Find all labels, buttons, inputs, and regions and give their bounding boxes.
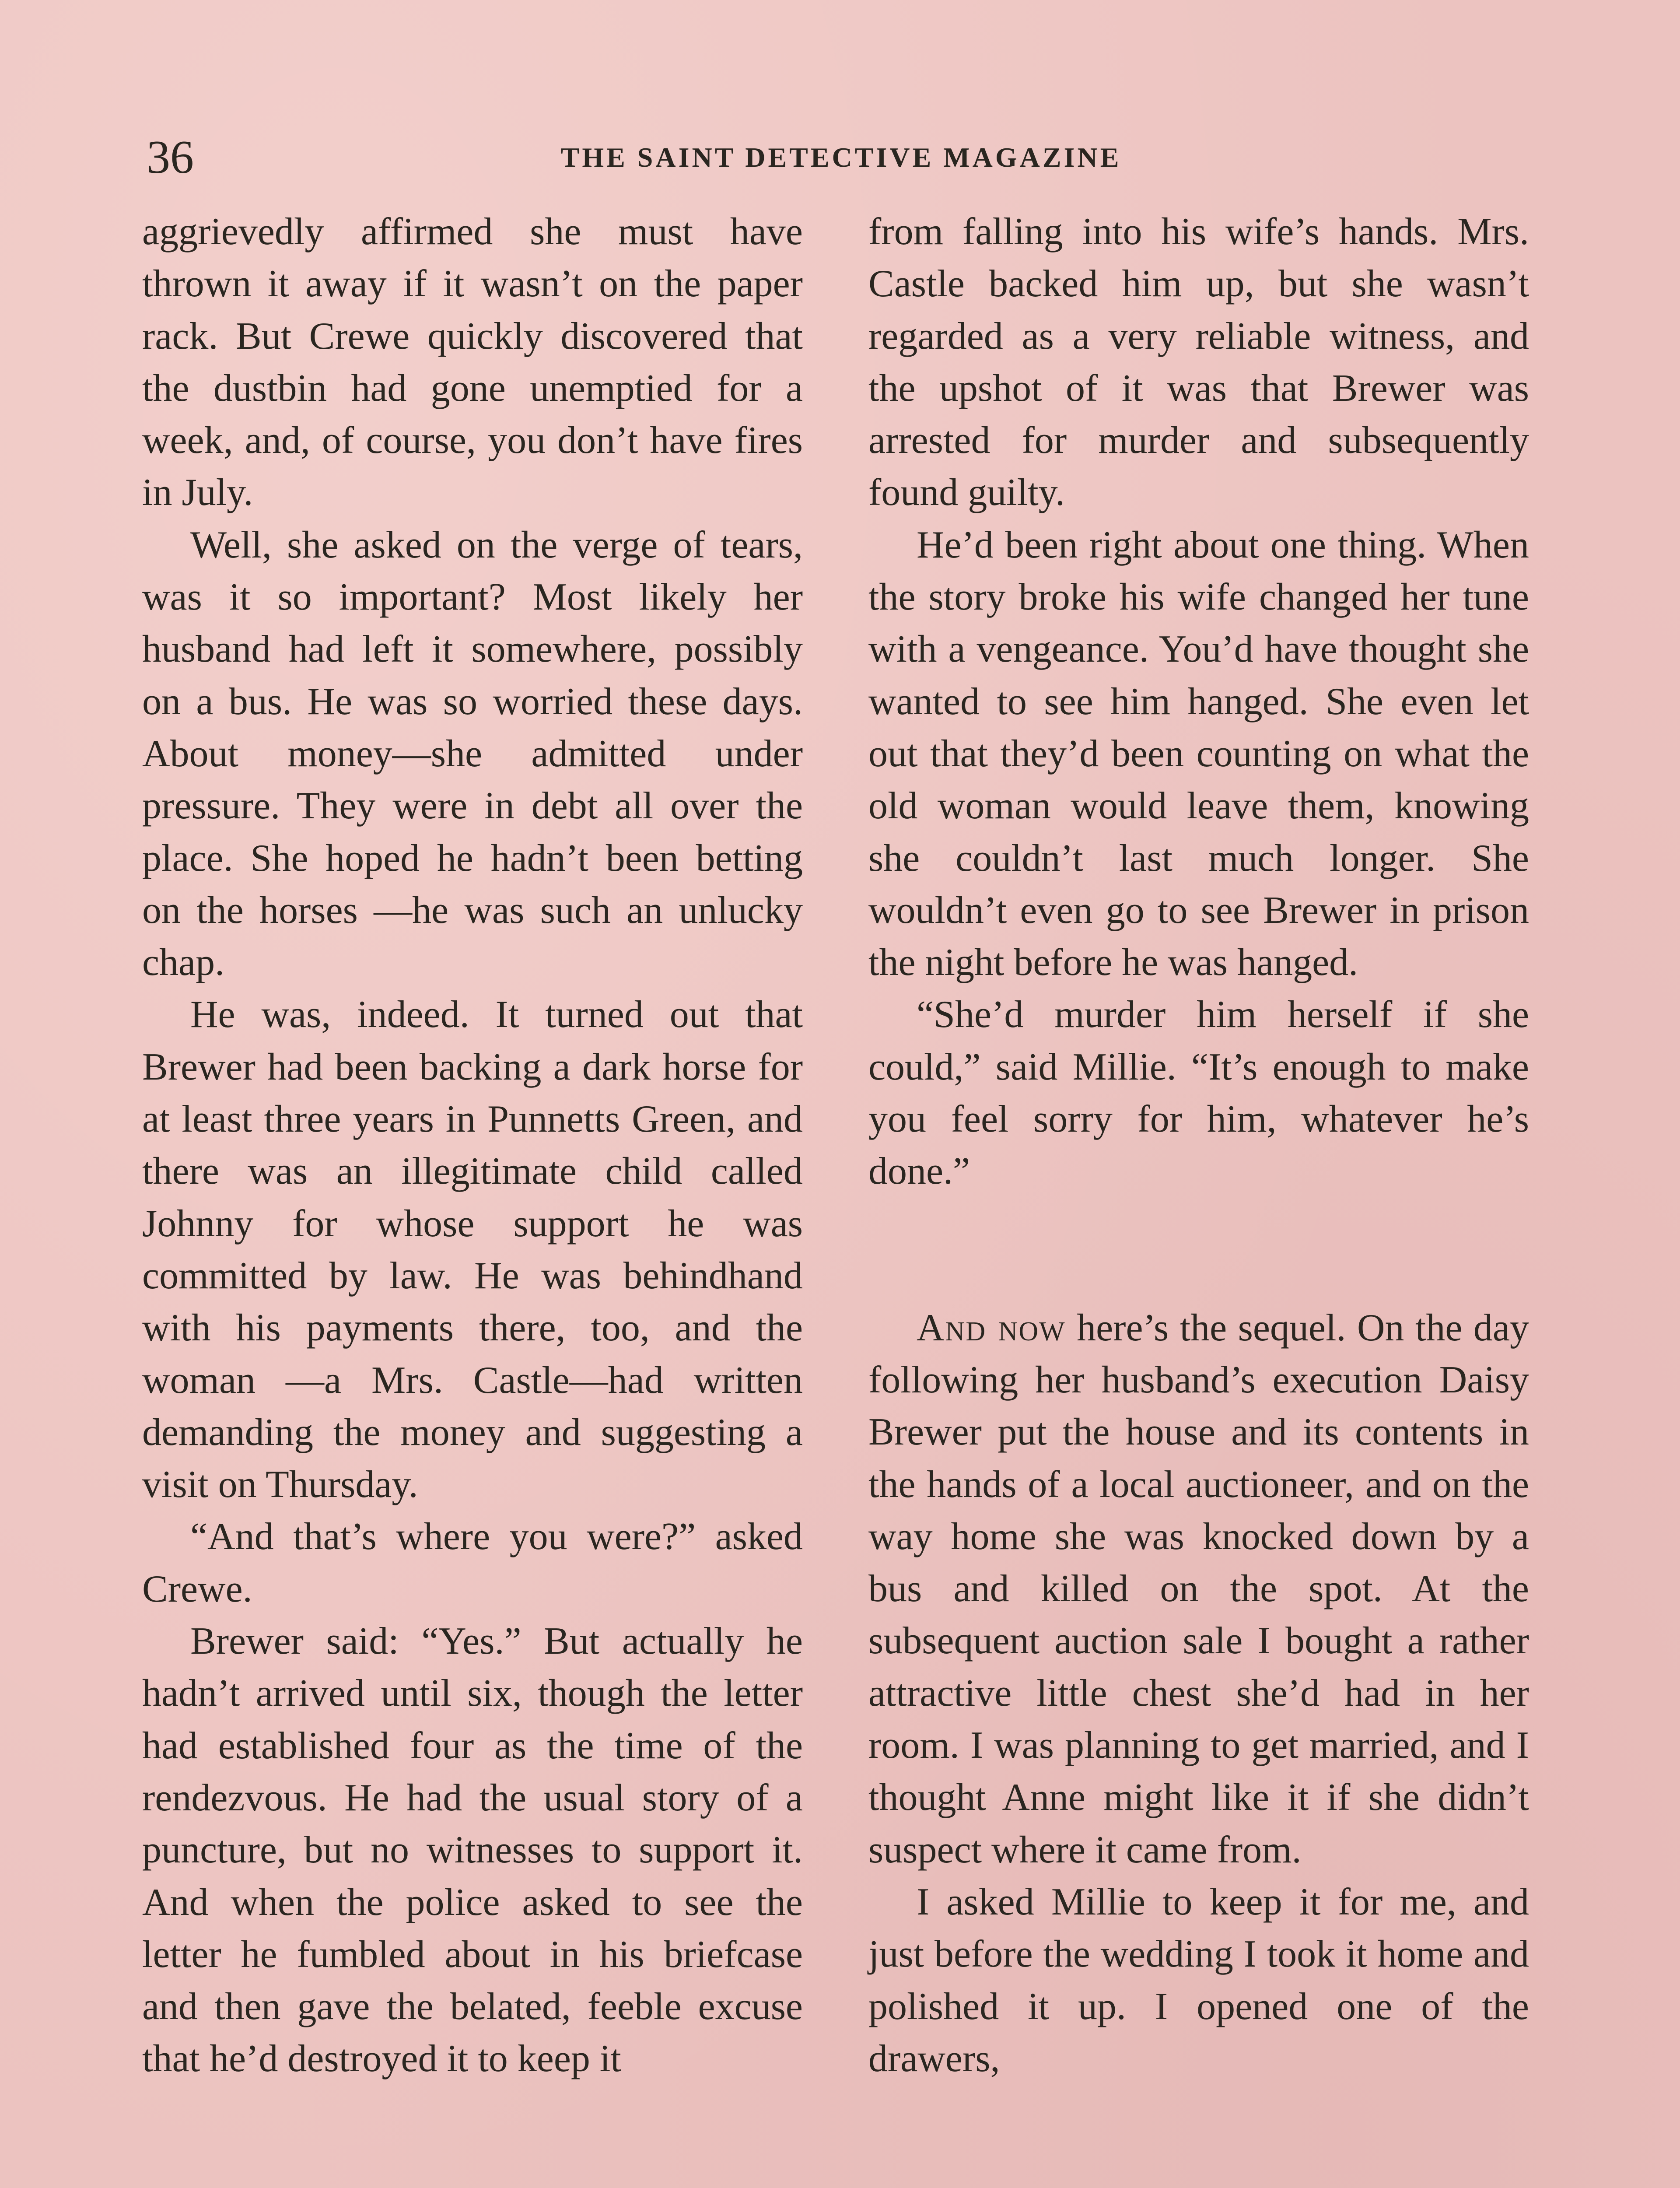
magazine-title: THE SAINT DETECTIVE MAGAZINE	[560, 142, 1122, 173]
paragraph: from falling into his wife’s hands. Mrs. Castle backed him up, but she wasn’t regarded as a very reliable witness, and the upshot of it was that Brewer was arrested for murder and subsequently found guilty.	[868, 210, 1529, 514]
paragraph: “She’d murder him herself if she could,” said Millie. “It’s enough to make you feel sorry for him, whatever he’s done.”	[868, 993, 1529, 1193]
paragraph: I asked Millie to keep it for me, and just before the wedding I took it home and polished it up. I opened one of the drawers,	[868, 1880, 1529, 2080]
running-head	[147, 129, 1536, 186]
paragraph: He’d been right about one thing. When the story broke his wife changed her tune with a vengeance. You’d have thought she wanted to see him hanged. She even let out that they’d been counting on what the old woman would leave them, knowing she couldn’t last much longer. She wouldn’t even go to see Brewer in prison the night before he was hanged.	[868, 523, 1529, 984]
paragraph-text: here’s the sequel. On the day following her husband’s execution Daisy Brewer put the house and its contents in the hands of a local auctioneer, and on the way home she was knocked down by a bus and killed on the spot. At the subsequent auction sale I bought a rather attractive little chest she’d had in her room. I was planning to get married, and I thought Anne might like it if she didn’t suspect where it came from.	[868, 1306, 1529, 1871]
right-column	[868, 206, 1529, 2085]
paragraph: aggrievedly affirmed she must have thrown it away if it wasn’t on the paper rack. But Crewe quickly discovered that the dustbin had gone unemptied for a week, and, of course, you don’t have fires in July.	[142, 210, 803, 514]
page-number: 36	[147, 131, 194, 183]
paragraph: Brewer said: “Yes.” But actually he hadn’t arrived until six, though the letter had established four as the time of the rendezvous. He had the usual story of a puncture, but no witnesses to support it. And when the police asked to see the letter he fumbled about in his briefcase and then gave the belated, feeble excuse that he’d destroyed it to keep it	[142, 1620, 803, 2080]
paragraph: He was, indeed. It turned out that Brewer had been backing a dark horse for at least three years in Punnetts Green, and there was an illegitimate child called Johnny for whose support he was committed by law. He was behindhand with his payments there, too, and the woman —a Mrs. Castle—had written demanding the money and suggesting a visit on Thursday.	[142, 993, 803, 1506]
paragraph: Well, she asked on the verge of tears, was it so important? Most likely her husband had left it somewhere, possibly on a bus. He was so worried these days. About money—she admitted under pressure. They were in debt all over the place. She hoped he hadn’t been betting on the horses —he was such an unlucky chap.	[142, 523, 803, 984]
section-break	[868, 1198, 1529, 1302]
section-lead-in: And now	[917, 1306, 1066, 1349]
paragraph: “And that’s where you were?” asked Crewe.	[142, 1515, 803, 1610]
left-column	[142, 206, 803, 2085]
paragraph	[868, 1302, 1529, 1876]
